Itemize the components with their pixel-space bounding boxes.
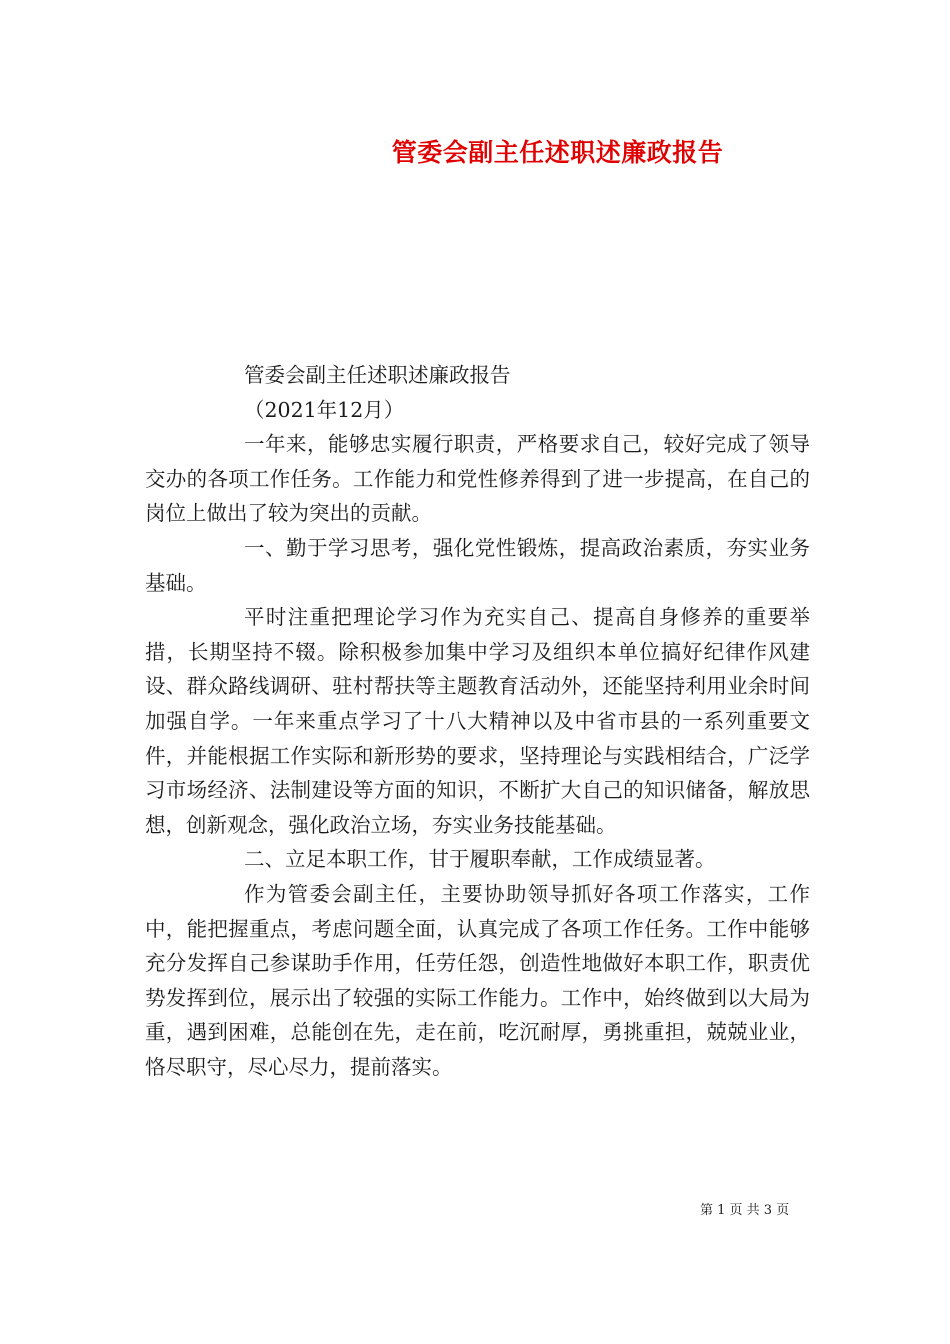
- page-number: 第 1 页 共 3 页: [700, 1203, 790, 1218]
- document-title: 管委会副主任述职述廉政报告: [391, 138, 724, 167]
- paragraph-duties: 作为管委会副主任，主要协助领导抓好各项工作落实，工作中，能把握重点，考虑问题全面，认真完成了各项工作任务。工作中能够充分发挥自己参谋助手作用，任劳任怨，创造性地做好本职工作，职责优势发挥到位，展示出了较强的实际工作能力。工作中，始终做到以大局为重，遇到困难，总能创在先，走在前，吃沉耐厚，勇挑重担，兢兢业业，恪尽职守，尽心尽力，提前落实。: [145, 881, 810, 1079]
- paragraph-subtitle: 管委会副主任述职述廉政报告: [244, 363, 511, 387]
- paragraph-heading-two: 二、立足本职工作，甘于履职奉献，工作成绩显著。: [244, 847, 716, 872]
- paragraph-study: 平时注重把理论学习作为充实自己、提高自身修养的重要举措，长期坚持不辍。除积极参加集中学习及组织本单位搞好纪律作风建设、群众路线调研、驻村帮扶等主题教育活动外，还能坚持利用业余时间加强自学。一年来重点学习了十八大精神以及中省市县的一系列重要文件，并能根据工作实际和新形势的要求，坚持理论与实践相结合，广泛学习市场经济、法制建设等方面的知识，不断扩大自己的知识储备，解放思想，创新观念，强化政治立场，夯实业务技能基础。: [145, 605, 810, 837]
- document-body: [145, 358, 810, 1084]
- paragraph-heading-one: 一、勤于学习思考，强化党性锻炼，提高政治素质，夯实业务基础。: [145, 535, 810, 595]
- paragraph-date: （2021年12月）: [244, 397, 405, 422]
- paragraph-intro: 一年来，能够忠实履行职责，严格要求自己，较好完成了领导交办的各项工作任务。工作能力和党性修养得到了进一步提高，在自己的岗位上做出了较为突出的贡献。: [145, 432, 810, 526]
